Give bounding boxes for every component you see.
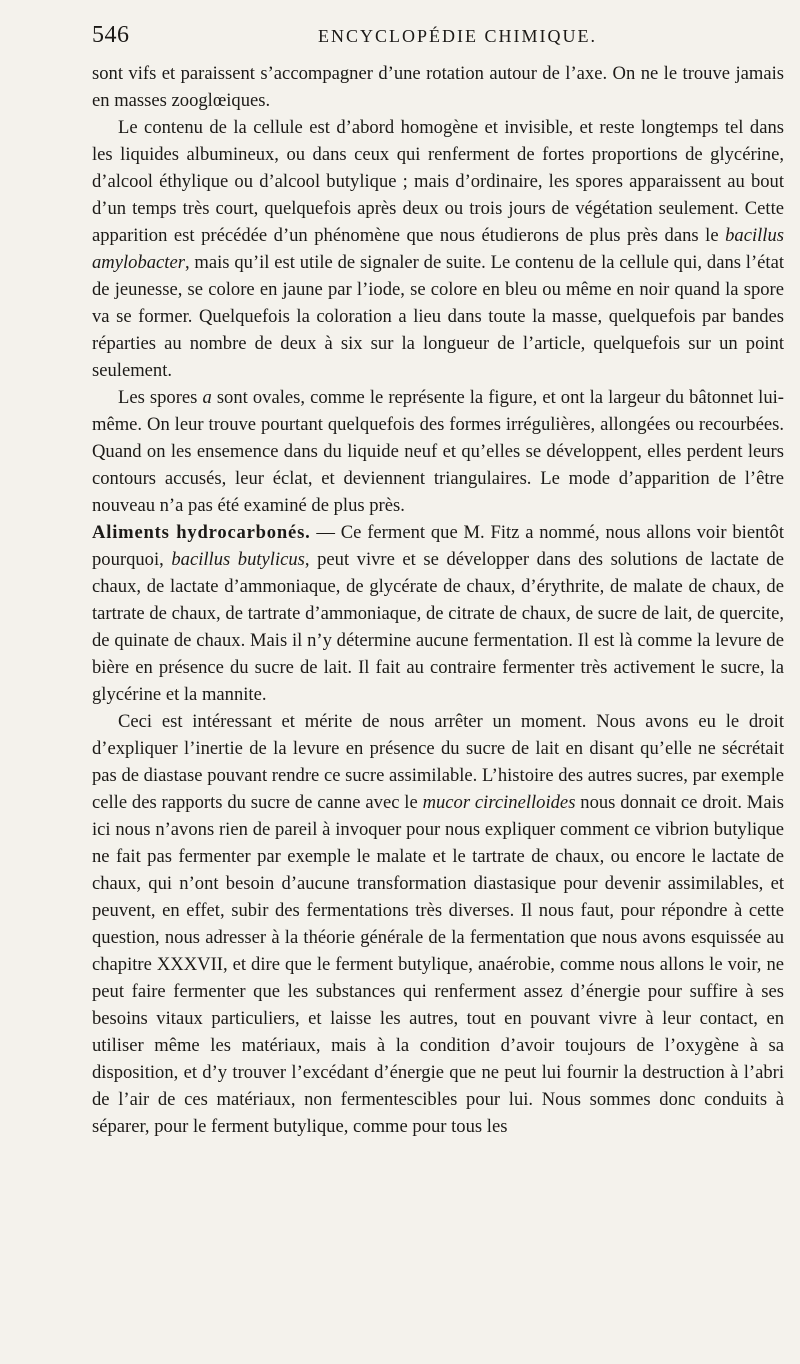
body-text — [92, 60, 784, 1140]
running-title: ENCYCLOPÉDIE CHIMIQUE. — [318, 26, 597, 46]
paragraph-5-text-b: nous donnait ce droit. Mais ici nous n’avons rien de pareil à invoquer pour nous expliquer comment ce vibrion butylique ne fait pas fermenter par exemple le malate et le tartrate de chaux, ou encore le lactate de chaux, qui n’ont besoin d’aucune transformation diastasique pour devenir assimilables, et peuvent, en effet, subir des fermentations très diverses. Il nous faut, pour répondre à cette question, nous adresser à la théorie générale de la fermentation que nous avons esquissée au chapitre XXXVII, et dire que le ferment butylique, anaérobie, comme nous allons le voir, ne peut faire fermenter que les substances qui renferment assez d’énergie pour suffire à ses besoins vitaux particuliers, et laisse les autres, tout en pouvant vivre à leur contact, en utiliser même les matériaux, mais à la condition d’avoir toujours de l’oxygène à sa disposition, et d’y trouver l’excédant d’énergie que ne peut lui fournir la destruction à l’abri de l’air de ces matériaux, non fermentescibles pour lui. Nous sommes donc conduits à séparer, pour le ferment butylique, comme pour tous les — [92, 792, 784, 1137]
paragraph-3-italic: a — [202, 387, 212, 408]
paragraph-5 — [92, 708, 784, 1140]
paragraph-5-italic: mucor circinelloides — [422, 792, 576, 813]
paragraph-2-text-b: , mais qu’il est utile de signaler de suite. Le contenu de la cellule qui, dans l’état de jeunesse, se colore en jaune par l’iode, se colore en bleu ou même en noir quand la spore va se former. Quelquefois la coloration a lieu dans toute la masse, quelquefois par bandes réparties au nombre de deux à six sur la longueur de l’article, quelquefois sur un point seulement. — [92, 252, 784, 381]
paragraph-2-italic: bacillus amylobacter — [92, 225, 784, 273]
page-number: 546 — [92, 22, 130, 48]
paragraph-2 — [92, 114, 784, 384]
paragraph-1-text: sont vifs et paraissent s’accompagner d’une rotation autour de l’axe. On ne le trouve jamais en masses zooglœiques. — [92, 63, 784, 111]
paragraph-4-text-b: , peut vivre et se développer dans des solutions de lactate de chaux, de lactate d’ammoniaque, de glycérate de chaux, d’érythrite, de malate de chaux, de tartrate de chaux, de tartrate d’ammoniaque, de citrate de chaux, de sucre de lait, de quercite, de quinate de chaux. Mais il n’y détermine aucune fermentation. Il est là comme la levure de bière en présence du sucre de lait. Il fait au contraire fermenter très activement le sucre, la glycérine et la mannite. — [92, 549, 785, 705]
paragraph-2-text-a: Le contenu de la cellule est d’abord homogène et invisible, et reste longtemps tel dans les liquides albumineux, ou dans ceux qui renferment de fortes proportions de glycérine, d’alcool éthylique ou d’alcool butylique ; mais d’ordinaire, les spores apparaissent au bout d’un temps très court, quelquefois après deux ou trois jours de végétation seulement. Cette apparition est précédée d’un phénomène que nous étudierons de plus près dans le — [92, 117, 784, 246]
paragraph-4-text-a: — Ce ferment que M. Fitz a nommé, nous allons voir bientôt pourquoi, — [92, 522, 785, 570]
paragraph-1 — [92, 60, 784, 114]
paragraph-3-text-b: sont ovales, comme le représente la figure, et ont la largeur du bâtonnet lui-même. On leur trouve pourtant quelquefois des formes irrégulières, allongées ou recourbées. Quand on les ensemence dans du liquide neuf et qu’elles se développent, elles perdent leurs contours accusés, leur éclat, et deviennent triangulaires. Le mode d’apparition de l’être nouveau n’a pas été examiné de plus près. — [92, 387, 784, 516]
paragraph-4 — [92, 519, 784, 708]
paragraph-4-italic: bacillus butylicus — [171, 549, 305, 570]
section-title: Aliments hydrocarbonés. — [92, 522, 311, 543]
paragraph-3 — [92, 384, 784, 519]
page-header — [92, 22, 784, 54]
paragraph-5-text-a: Ceci est intéressant et mérite de nous arrêter un moment. Nous avons eu le droit d’expliquer l’inertie de la levure en présence du sucre de lait en disant qu’elle ne sécrétait pas de diastase pouvant rendre ce sucre assimilable. L’histoire des autres sucres, par exemple celle des rapports du sucre de canne avec le — [92, 711, 784, 813]
paragraph-3-text-a: Les spores — [118, 387, 203, 408]
